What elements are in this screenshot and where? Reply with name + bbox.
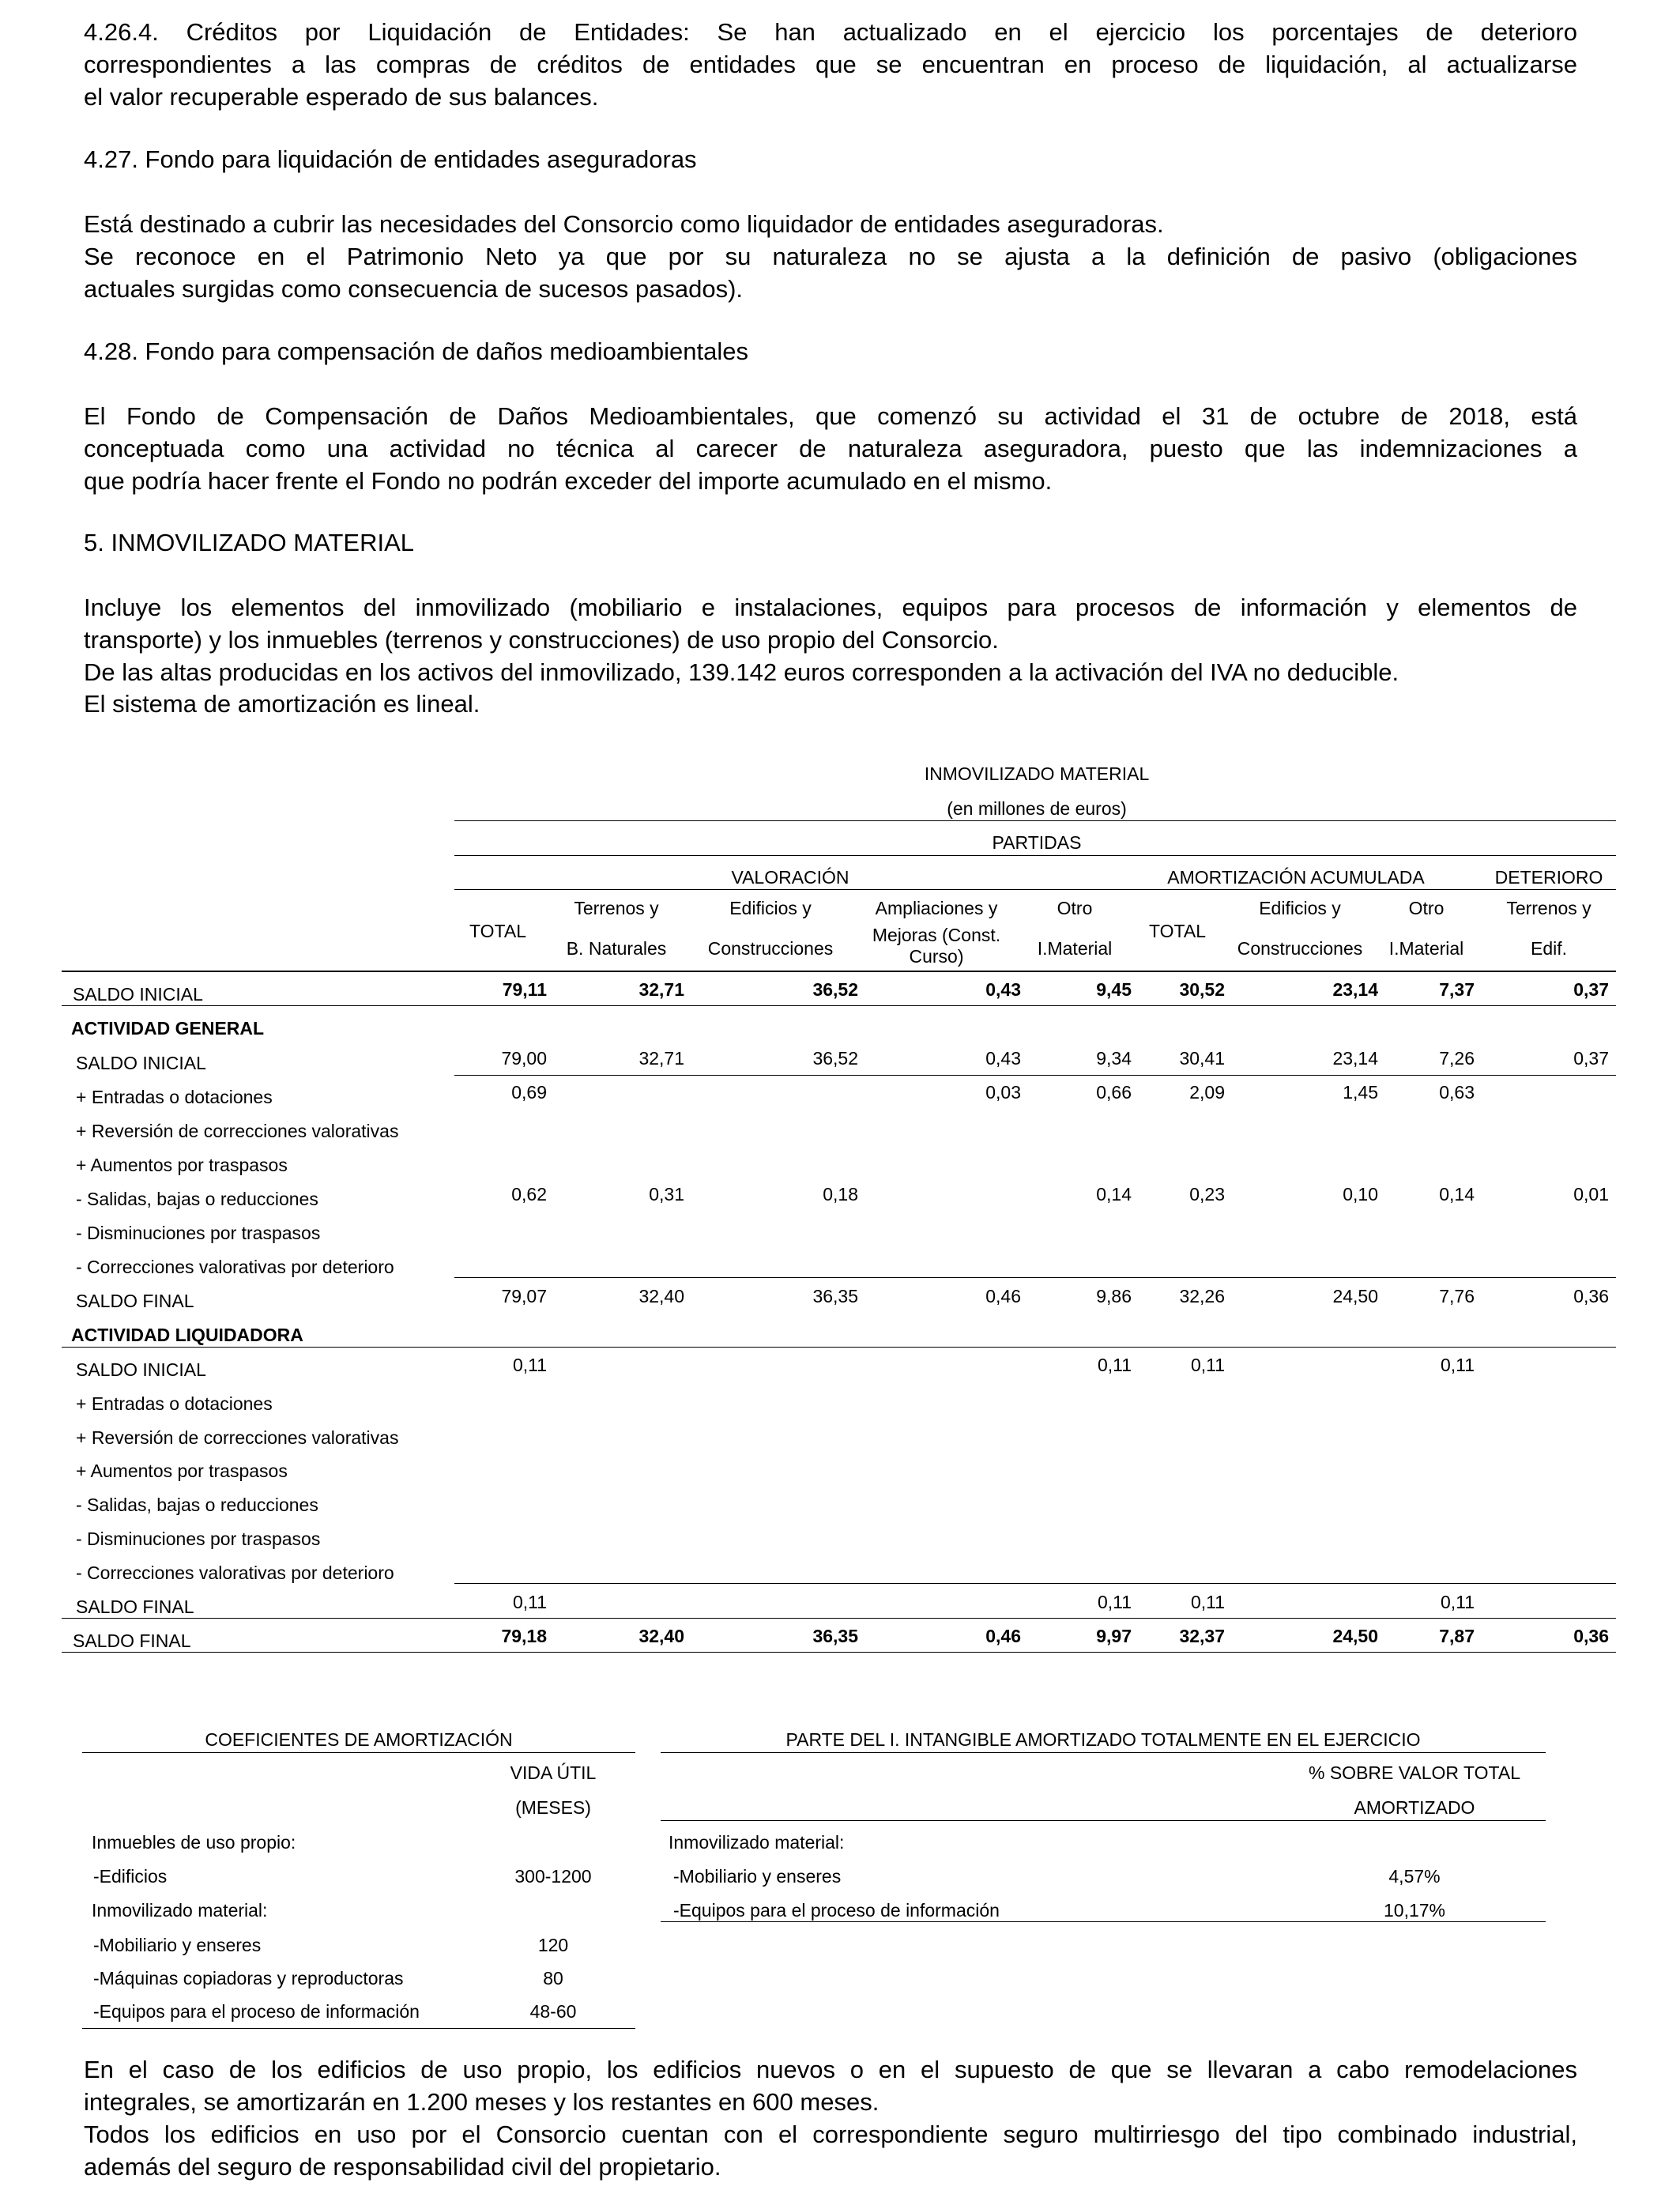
table-cell: 0,01 xyxy=(1573,1184,1609,1204)
table-cell: 0,11 xyxy=(1097,1592,1132,1612)
parte-title: PARTE DEL I. INTANGIBLE AMORTIZADO TOTALMENTE EN EL EJERCICIO xyxy=(785,1729,1421,1750)
paragraph-line: En el caso de los edificios de uso propio, los edificios nuevos o en el supuesto de que se llevaran a cabo remodelaciones xyxy=(84,2056,1577,2083)
table-cell: 7,76 xyxy=(1439,1286,1475,1306)
paragraph-line: Está destinado a cubrir las necesidades del Consorcio como liquidador de entidades aseguradoras. xyxy=(84,210,1164,238)
col-terrenos-1: Terrenos y xyxy=(574,898,659,918)
table-cell: 32,71 xyxy=(638,979,684,1000)
table-cell: 36,35 xyxy=(812,1286,858,1306)
parte-head-2: AMORTIZADO xyxy=(1354,1797,1475,1818)
table-cell: 23,14 xyxy=(1332,1048,1378,1069)
col-total: TOTAL xyxy=(469,921,526,941)
row-label: SALDO FINAL xyxy=(76,1291,194,1311)
col-total-am: TOTAL xyxy=(1149,921,1206,941)
table-cell: 0,37 xyxy=(1573,979,1609,1000)
paragraph-line: transporte) y los inmuebles (terrenos y construcciones) de uso propio del Consorcio. xyxy=(84,626,999,654)
coef-head-1: VIDA ÚTIL xyxy=(510,1762,597,1783)
parte-row-label: Inmovilizado material: xyxy=(669,1832,845,1853)
col-terrenos-2: B. Naturales xyxy=(566,938,667,959)
col-otro-am-1: Otro xyxy=(1408,898,1445,918)
table-cell: 23,14 xyxy=(1332,979,1378,1000)
row-label: + Entradas o dotaciones xyxy=(76,1087,273,1107)
coef-row-value: 48-60 xyxy=(529,2001,577,2022)
table-cell: 0,37 xyxy=(1573,1048,1609,1069)
table-cell: 0,11 xyxy=(512,1592,547,1612)
table-subtitle: (en millones de euros) xyxy=(947,798,1127,819)
table-group-partidas: PARTIDAS xyxy=(992,832,1082,853)
col-otro-2: I.Material xyxy=(1037,938,1113,959)
col-det-2: Edif. xyxy=(1530,938,1568,959)
table-cell: 2,09 xyxy=(1189,1082,1225,1103)
coef-head-2: (MESES) xyxy=(515,1797,591,1818)
table-cell: 30,52 xyxy=(1179,979,1225,1000)
col-edif-am-1: Edificios y xyxy=(1259,898,1341,918)
table-cell: 9,97 xyxy=(1096,1626,1132,1646)
paragraph-line: además del seguro de responsabilidad civil del propietario. xyxy=(84,2153,721,2181)
table-cell: 0,46 xyxy=(985,1626,1021,1646)
table-cell: 36,35 xyxy=(812,1626,858,1646)
table-cell: 79,00 xyxy=(501,1048,547,1069)
table-cell: 0,11 xyxy=(1190,1355,1225,1375)
table-cell: 0,66 xyxy=(1096,1082,1132,1103)
row-label: SALDO FINAL xyxy=(73,1630,191,1651)
paragraph-line: integrales, se amortizarán en 1.200 meses y los restantes en 600 meses. xyxy=(84,2088,880,2116)
coef-row-label: -Equipos para el proceso de información xyxy=(93,2001,420,2022)
paragraph-line: el valor recuperable esperado de sus balances. xyxy=(84,83,599,111)
row-label: + Aumentos por traspasos xyxy=(76,1155,288,1175)
table-cell: 0,11 xyxy=(1190,1592,1225,1612)
table-cell: 0,23 xyxy=(1189,1184,1225,1204)
paragraph-line: Incluye los elementos del inmovilizado (mobiliario e instalaciones, equipos para procesos de información y elementos de xyxy=(84,594,1577,621)
table-cell: 0,14 xyxy=(1439,1184,1475,1204)
table-cell: 0,11 xyxy=(1097,1355,1132,1375)
table-cell: 32,40 xyxy=(638,1286,684,1306)
table-cell: 0,69 xyxy=(511,1082,547,1103)
row-label: - Disminuciones por traspasos xyxy=(76,1223,321,1243)
table-title: INMOVILIZADO MATERIAL xyxy=(924,763,1150,784)
col-edif-am-2: Construcciones xyxy=(1237,938,1363,959)
table-cell: 24,50 xyxy=(1332,1626,1378,1646)
coef-row-label: Inmuebles de uso propio: xyxy=(92,1832,296,1853)
parte-row-label: -Equipos para el proceso de información xyxy=(673,1900,1000,1921)
table-cell: 0,11 xyxy=(512,1355,547,1375)
table-cell: 79,11 xyxy=(502,979,547,1000)
table-cell: 0,63 xyxy=(1439,1082,1475,1103)
row-label: SALDO INICIAL xyxy=(73,984,203,1005)
table-cell: 32,71 xyxy=(638,1048,684,1069)
heading-4-27: 4.27. Fondo para liquidación de entidades aseguradoras xyxy=(84,145,697,173)
paragraph-line: Todos los edificios en uso por el Consorcio cuentan con el correspondiente seguro multirriesgo del tipo combinado industrial, xyxy=(84,2120,1577,2148)
coef-row-label: -Mobiliario y enseres xyxy=(93,1935,262,1955)
table-cell: 7,37 xyxy=(1439,979,1475,1000)
coef-title: COEFICIENTES DE AMORTIZACIÓN xyxy=(205,1729,513,1750)
table-cell: 0,31 xyxy=(649,1184,684,1204)
row-label: + Reversión de correcciones valorativas xyxy=(76,1121,399,1141)
row-label: - Salidas, bajas o reducciones xyxy=(76,1495,318,1515)
table-cell: 32,37 xyxy=(1179,1626,1225,1646)
paragraph-seguro xyxy=(84,2118,1577,2183)
table-cell: 0,03 xyxy=(985,1082,1021,1103)
parte-row-label: -Mobiliario y enseres xyxy=(673,1866,842,1887)
row-label: + Entradas o dotaciones xyxy=(76,1393,273,1414)
col-ampl-2: Mejoras (Const. xyxy=(872,925,1001,945)
table-cell: 0,62 xyxy=(511,1184,547,1204)
table-cell: 0,14 xyxy=(1096,1184,1132,1204)
row-label: - Disminuciones por traspasos xyxy=(76,1529,321,1549)
paragraph-line: conceptuada como una actividad no técnica al carecer de naturaleza aseguradora, puesto que las indemnizaciones a xyxy=(84,435,1577,462)
table-cell: 7,87 xyxy=(1439,1626,1475,1646)
col-det-1: Terrenos y xyxy=(1506,898,1591,918)
col-edificios-1: Edificios y xyxy=(729,898,812,918)
section-amortizacion: AMORTIZACIÓN ACUMULADA xyxy=(1167,867,1425,888)
table-cell: 0,36 xyxy=(1573,1626,1609,1646)
parte-row-value: 4,57% xyxy=(1388,1866,1441,1887)
table-cell: 0,11 xyxy=(1440,1355,1475,1375)
table-cell: 0,10 xyxy=(1343,1184,1378,1204)
row-label: ACTIVIDAD GENERAL xyxy=(71,1018,265,1039)
table-cell: 30,41 xyxy=(1179,1048,1225,1069)
col-edificios-2: Construcciones xyxy=(707,938,834,959)
table-cell: 0,36 xyxy=(1573,1286,1609,1306)
coef-row-value: 80 xyxy=(543,1968,563,1989)
table-cell: 0,18 xyxy=(823,1184,858,1204)
table-cell: 24,50 xyxy=(1332,1286,1378,1306)
coef-row-value: 120 xyxy=(537,1935,569,1955)
table-cell: 7,26 xyxy=(1439,1048,1475,1069)
paragraph-line: 4.26.4. Créditos por Liquidación de Entidades: Se han actualizado en el ejercicio los porcentajes de deterioro xyxy=(84,18,1577,46)
col-ampl-3: Curso) xyxy=(909,946,964,967)
table-cell: 0,46 xyxy=(985,1286,1021,1306)
heading-5: 5. INMOVILIZADO MATERIAL xyxy=(84,529,415,556)
coef-row-label: -Edificios xyxy=(93,1866,168,1887)
paragraph-line: El Fondo de Compensación de Daños Medioambientales, que comenzó su actividad el 31 de octubre de 2018, está xyxy=(84,402,1577,430)
table-cell: 36,52 xyxy=(812,979,858,1000)
row-label: - Correcciones valorativas por deterioro xyxy=(76,1563,394,1583)
paragraph-line: El sistema de amortización es lineal. xyxy=(84,690,480,718)
row-label: SALDO INICIAL xyxy=(76,1359,206,1380)
table-cell: 0,11 xyxy=(1440,1592,1475,1612)
row-label: ACTIVIDAD LIQUIDADORA xyxy=(71,1325,303,1345)
col-otro-am-2: I.Material xyxy=(1388,938,1464,959)
row-label: SALDO INICIAL xyxy=(76,1053,206,1073)
paragraph-line: actuales surgidas como consecuencia de sucesos pasados). xyxy=(84,275,744,303)
table-cell: 32,40 xyxy=(638,1626,684,1646)
table-cell: 32,26 xyxy=(1179,1286,1225,1306)
paragraph-line: que podría hacer frente el Fondo no podrán exceder del importe acumulado en el mismo. xyxy=(84,467,1053,495)
table-cell: 0,43 xyxy=(985,1048,1021,1069)
table-cell: 36,52 xyxy=(812,1048,858,1069)
table-cell: 0,43 xyxy=(985,979,1021,1000)
coef-row-label: -Máquinas copiadoras y reproductoras xyxy=(93,1968,404,1989)
paragraph-amortizacion-edificios xyxy=(84,2053,1577,2118)
table-cell: 9,34 xyxy=(1096,1048,1132,1069)
paragraph-line: correspondientes a las compras de créditos de entidades que se encuentran en proceso de liquidación, al actualizarse xyxy=(84,51,1577,78)
row-label: - Salidas, bajas o reducciones xyxy=(76,1189,318,1209)
section-valoracion: VALORACIÓN xyxy=(731,867,849,888)
heading-4-28: 4.28. Fondo para compensación de daños medioambientales xyxy=(84,337,748,365)
table-cell: 9,86 xyxy=(1096,1286,1132,1306)
row-label: + Reversión de correcciones valorativas xyxy=(76,1427,399,1448)
table-cell: 9,45 xyxy=(1096,979,1132,1000)
table-cell: 79,07 xyxy=(501,1286,547,1306)
row-label: - Correcciones valorativas por deterioro xyxy=(76,1257,394,1277)
section-deterioro: DETERIORO xyxy=(1494,867,1603,888)
table-cell: 79,18 xyxy=(501,1626,547,1646)
parte-head-1: % SOBRE VALOR TOTAL xyxy=(1309,1762,1520,1783)
paragraph-line: De las altas producidas en los activos del inmovilizado, 139.142 euros corresponden a la activación del IVA no deducible. xyxy=(84,658,1399,686)
col-ampl-1: Ampliaciones y xyxy=(875,898,998,918)
row-label: SALDO FINAL xyxy=(76,1596,194,1617)
coef-row-label: Inmovilizado material: xyxy=(92,1900,268,1921)
col-otro-1: Otro xyxy=(1057,898,1093,918)
parte-row-value: 10,17% xyxy=(1383,1900,1445,1921)
row-label: + Aumentos por traspasos xyxy=(76,1461,288,1481)
paragraph-line: Se reconoce en el Patrimonio Neto ya que por su naturaleza no se ajusta a la definición de pasivo (obligaciones xyxy=(84,243,1577,270)
coef-row-value: 300-1200 xyxy=(514,1866,592,1887)
table-cell: 1,45 xyxy=(1343,1082,1378,1103)
